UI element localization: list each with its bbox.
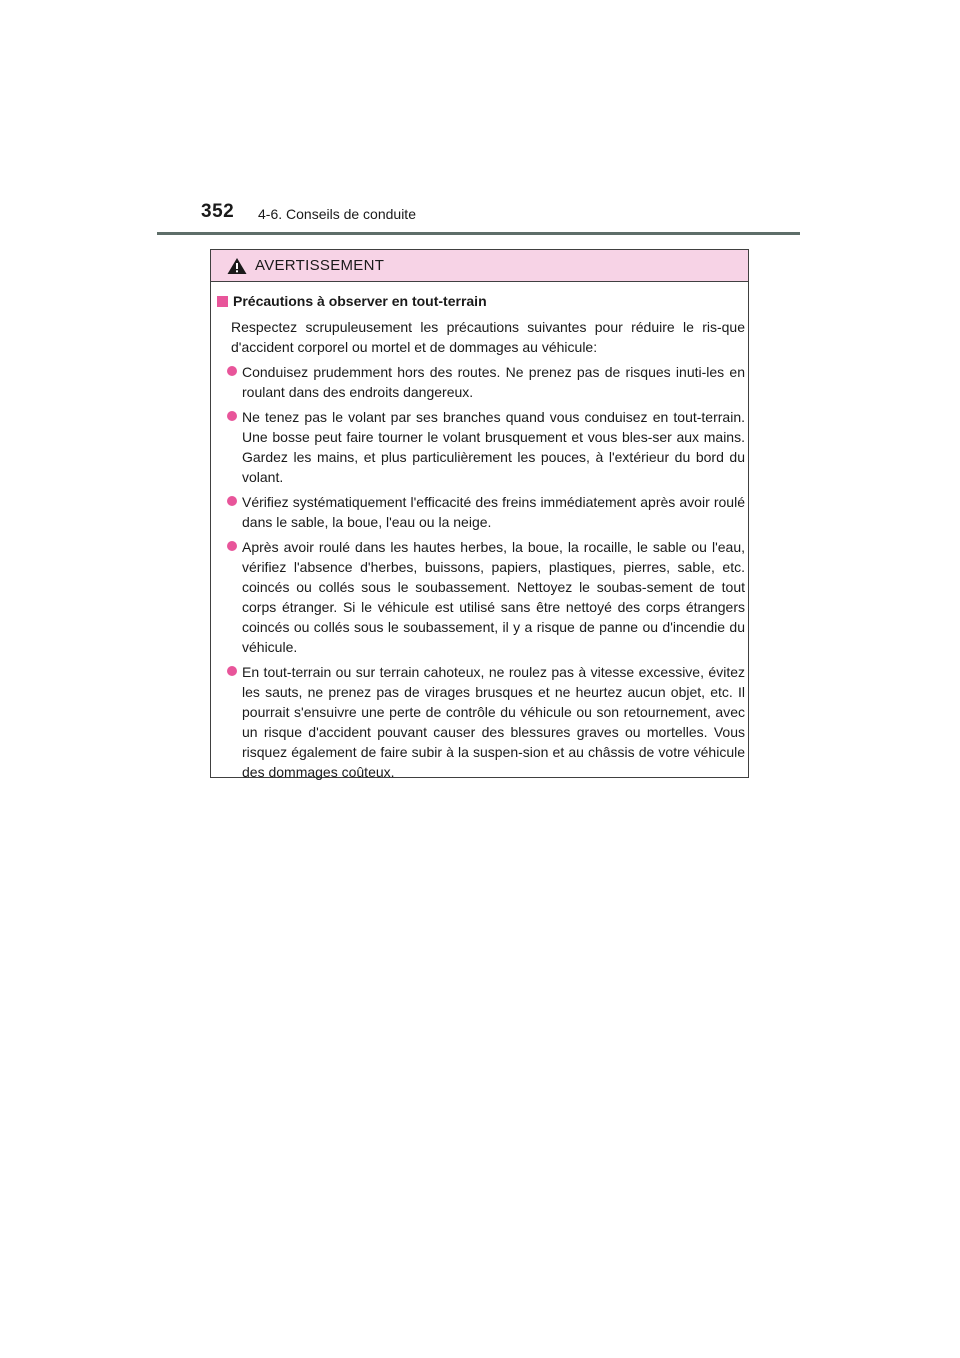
round-bullet-icon bbox=[227, 666, 237, 676]
square-bullet-icon bbox=[217, 296, 228, 307]
list-item bbox=[211, 492, 750, 532]
warning-box bbox=[210, 249, 749, 778]
section-title: 4-6. Conseils de conduite bbox=[258, 206, 416, 222]
list-item bbox=[211, 362, 750, 402]
round-bullet-icon bbox=[227, 366, 237, 376]
list-item bbox=[211, 407, 750, 487]
round-bullet-icon bbox=[227, 411, 237, 421]
header-rule bbox=[157, 232, 800, 235]
warning-list bbox=[211, 362, 750, 787]
round-bullet-icon bbox=[227, 496, 237, 506]
warning-triangle-icon bbox=[227, 257, 247, 275]
round-bullet-icon bbox=[227, 541, 237, 551]
list-item bbox=[211, 537, 750, 657]
warning-intro: Respectez scrupuleusement les précautions suivantes pour réduire le ris-que d'accident corporel ou mortel et de dommages au véhicule: bbox=[231, 319, 745, 355]
warning-title: AVERTISSEMENT bbox=[255, 257, 385, 274]
list-item-text: Vérifiez systématiquement l'efficacité des freins immédiatement après avoir roulé dans le sable, la boue, l'eau ou la neige. bbox=[242, 494, 745, 530]
list-item-text: Conduisez prudemment hors des routes. Ne prenez pas de risques inuti-les en roulant dans des endroits dangereux. bbox=[242, 364, 745, 400]
warning-header bbox=[211, 250, 748, 282]
warning-heading: Précautions à observer en tout-terrain bbox=[233, 293, 487, 309]
list-item-text: Ne tenez pas le volant par ses branches quand vous conduisez en tout-terrain. Une bosse peut faire tourner le volant brusquement et vous bles-ser aux mains. Gardez les mains, et plus particulièrement les pouces, à l'extérieur du bord du volant. bbox=[242, 409, 745, 485]
list-item bbox=[211, 662, 750, 782]
page-number: 352 bbox=[201, 201, 235, 222]
warning-heading-row bbox=[211, 293, 750, 313]
list-item-text: En tout-terrain ou sur terrain cahoteux, ne roulez pas à vitesse excessive, évitez les sauts, ne prenez pas de virages brusques et ne heurtez aucun objet, etc. Il pourrait s'ensuivre une perte de contrôle du véhicule ou son retournement, avec un risque d'accident pouvant causer des blessures graves ou mortelles. Vous risquez également de faire subir à la suspen-sion et au châssis de votre véhicule des dommages coûteux. bbox=[242, 664, 745, 780]
list-item-text: Après avoir roulé dans les hautes herbes, la boue, la rocaille, le sable ou l'eau, vérifiez l'absence d'herbes, buissons, papiers, plastiques, pierres, sable, etc. coincés ou collés sous le soubassement. Nettoyez le soubas-sement de tout corps étranger. Si le véhicule est utilisé sans être nettoyé des corps étrangers coincés ou collés sous le soubassement, il y a risque de panne ou d'incendie du véhicule. bbox=[242, 539, 745, 655]
